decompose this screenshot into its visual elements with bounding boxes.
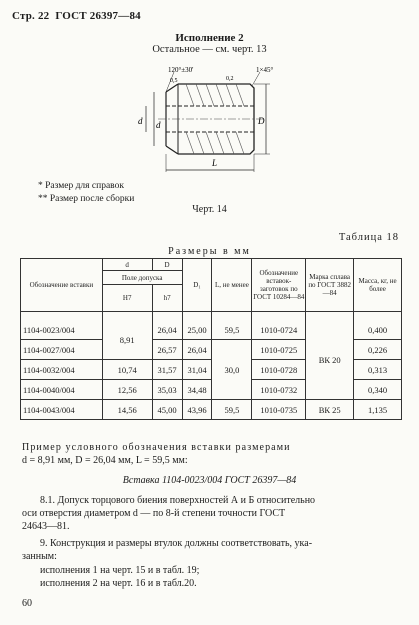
chamfer-label: 1×45° bbox=[256, 66, 274, 74]
clause-8-1-line-3: 24643—81. bbox=[22, 521, 70, 532]
clause-9-line-3: исполнения 1 на черт. 15 и в табл. 19; bbox=[40, 565, 200, 576]
table-number: Таблица 18 bbox=[338, 232, 399, 243]
col-H7: H7 bbox=[102, 285, 152, 312]
dim-label-1: 0,5 bbox=[170, 78, 178, 84]
section-subtitle: Остальное — см. черт. 13 bbox=[152, 44, 267, 55]
page-label: Стр. 22 bbox=[12, 10, 50, 22]
col-h7: h7 bbox=[152, 285, 182, 312]
col-blank: Обозначение вставок-заготовок по ГОСТ 10284—84 bbox=[252, 259, 306, 312]
footnotes bbox=[38, 180, 134, 206]
example-sizes: d = 8,91 мм, D = 26,04 мм, L = 59,5 мм: bbox=[22, 455, 188, 466]
clause-9-line-1: 9. Конструкция и размеры втулок должны соответствовать, ука- bbox=[40, 538, 313, 549]
example-heading: Пример условного обозначения вставки размерами bbox=[22, 442, 291, 453]
table-row: 1104-0040/004 12,56 35,03 34,48 1010-0732 0,340 bbox=[21, 380, 402, 400]
note-2: ** Размер после сборки bbox=[38, 194, 135, 204]
table-row: 1104-0023/004 8,91 26,04 25,00 59,5 1010-0724 ВК 20 0,400 bbox=[21, 312, 402, 340]
section-title: Исполнение 2 bbox=[175, 32, 244, 44]
col-name: Обозначение вставки bbox=[21, 259, 103, 312]
col-mass: Масса, кг, не более bbox=[354, 259, 402, 312]
angle-label: 120°±30' bbox=[168, 66, 194, 74]
clause-8-1-line-2: оси отверстия диаметром d — по 8-й степени точности ГОСТ bbox=[22, 508, 286, 519]
col-D1: D₁ bbox=[182, 259, 212, 312]
insert-drawing bbox=[130, 62, 290, 174]
clause-9-line-4: исполнения 2 на черт. 16 и в табл.20. bbox=[40, 578, 197, 589]
D-label: D bbox=[258, 116, 265, 126]
note-1: * Размер для справок bbox=[38, 181, 124, 191]
table-row: 1104-0027/004 26,57 26,04 30,0 1010-0725 0,226 bbox=[21, 340, 402, 360]
col-tolerance: Поле допуска bbox=[102, 271, 182, 285]
col-d: d bbox=[102, 259, 152, 271]
page-number: 60 bbox=[22, 598, 32, 609]
dimensions-table bbox=[20, 258, 402, 420]
L-label: L bbox=[212, 158, 218, 168]
sizes-caption: Размеры в мм bbox=[168, 246, 251, 257]
page-header bbox=[12, 10, 144, 22]
d-double-star-label: d bbox=[156, 120, 161, 130]
standard-number: ГОСТ 26397—84 bbox=[55, 10, 141, 22]
col-L: L, не менее bbox=[212, 259, 252, 312]
example-designation: Вставка 1104-0023/004 ГОСТ 26397—84 bbox=[122, 475, 297, 486]
col-alloy: Марка сплава по ГОСТ 3882—84 bbox=[306, 259, 354, 312]
table-row: 1104-0032/004 10,74 31,57 31,04 1010-0728 0,313 bbox=[21, 360, 402, 380]
clause-9-line-2: занным: bbox=[22, 551, 57, 562]
clause-8-1-line-1: 8.1. Допуск торцового биения поверхностей А и Б относительно bbox=[40, 495, 316, 506]
d-star-label: d bbox=[138, 116, 143, 126]
dim-label-2: 0,2 bbox=[226, 76, 234, 82]
figure-caption: Черт. 14 bbox=[192, 204, 227, 215]
table-row: 1104-0043/004 14,56 45,00 43,96 59,5 1010-0735 ВК 25 1,135 bbox=[21, 400, 402, 420]
col-D: D bbox=[152, 259, 182, 271]
